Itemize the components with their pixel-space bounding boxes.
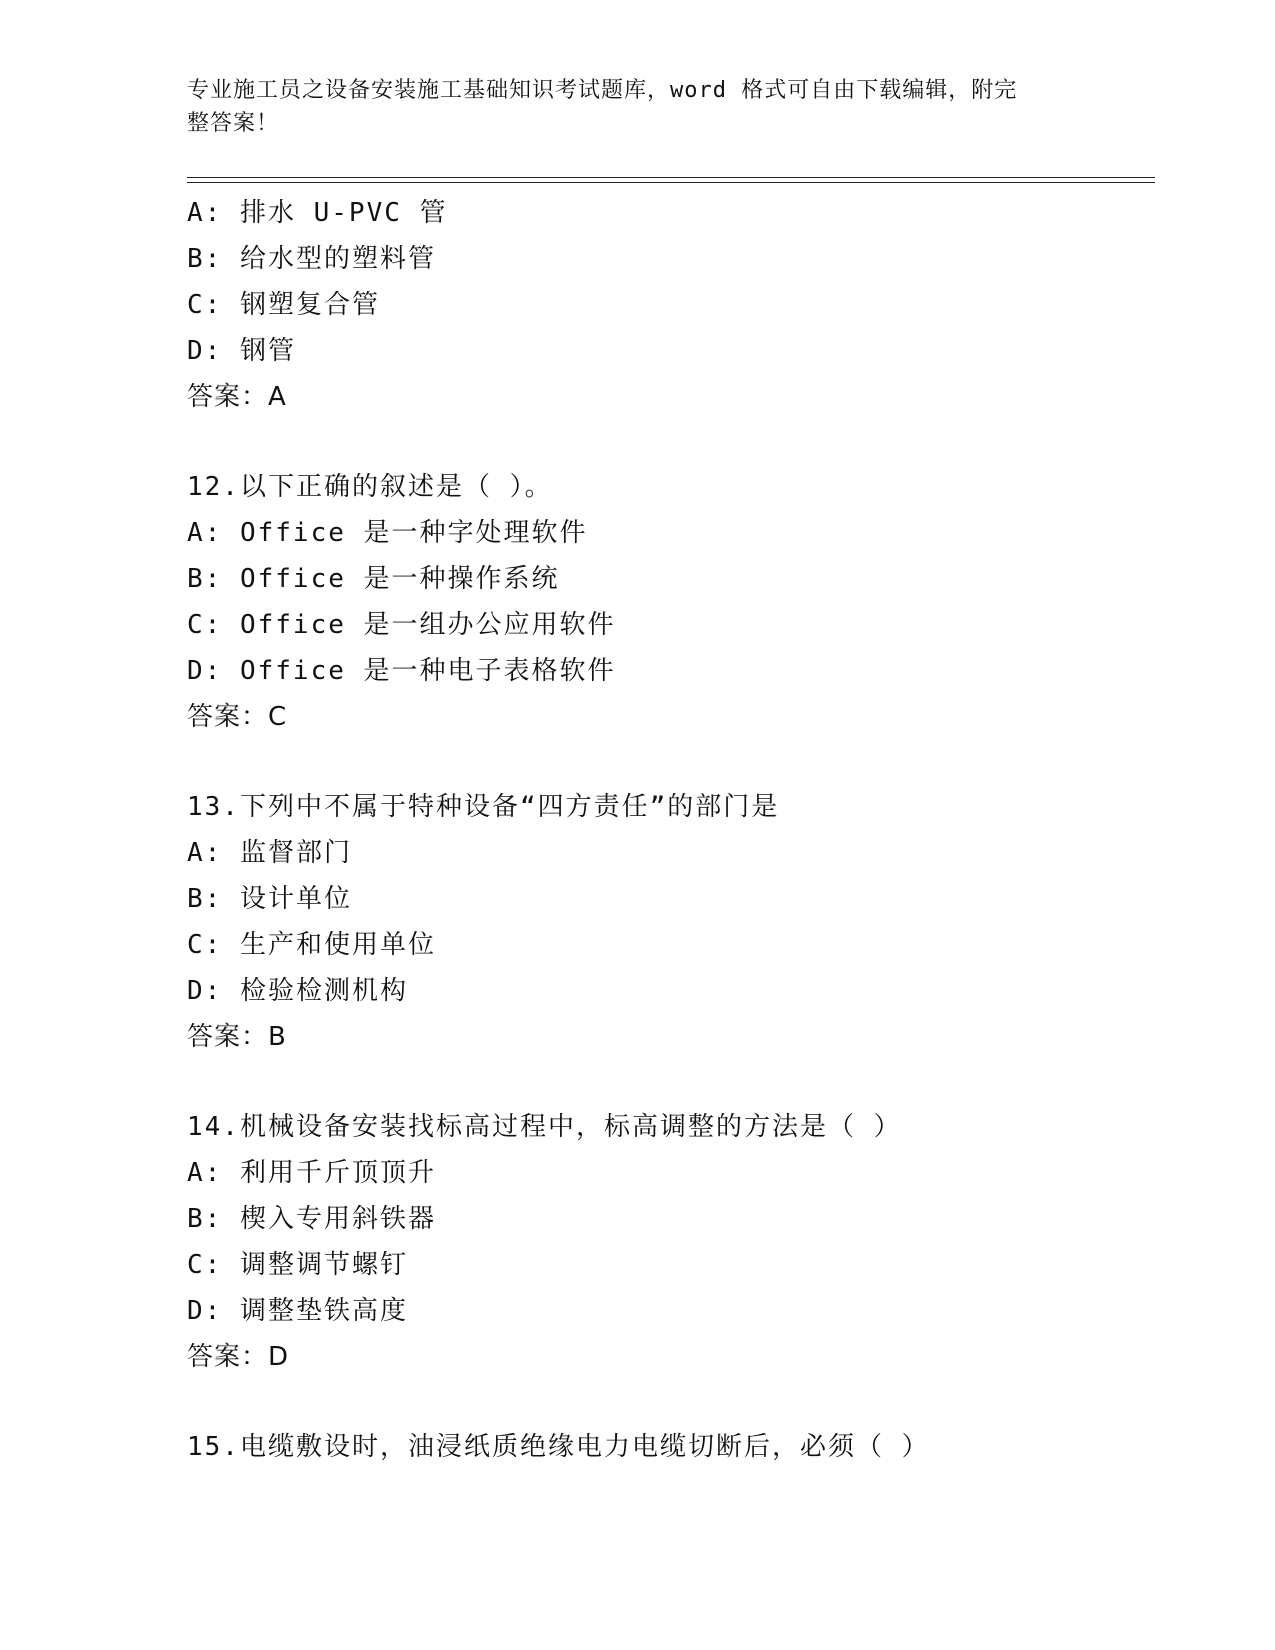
question-14 [187,1104,1167,1380]
option-d: D: 调整垫铁高度 [187,1296,408,1326]
question-stem: 12.以下正确的叙述是（ ）。 [187,472,553,502]
question-stem: 13.下列中不属于特种设备“四方责任”的部门是 [187,792,780,822]
option-d: D: 检验检测机构 [187,976,408,1006]
option-b: B: 设计单位 [187,884,352,914]
document-header [187,74,1067,140]
option-b: B: 楔入专用斜铁器 [187,1204,436,1234]
question-15 [187,1424,1167,1470]
answer-line: 答案：B [187,1022,287,1052]
option-d: D: Office 是一种电子表格软件 [187,656,616,686]
option-b: B: 给水型的塑料管 [187,244,436,274]
option-d: D: 钢管 [187,336,296,366]
answer-line: 答案：C [187,702,288,732]
spacer [187,420,1167,464]
intro-line-2: 整答案！ [187,111,280,136]
option-b: B: Office 是一种操作系统 [187,564,560,594]
question-stem: 14.机械设备安装找标高过程中，标高调整的方法是（ ） [187,1112,902,1142]
question-stem: 15.电缆敷设时，油浸纸质绝缘电力电缆切断后，必须（ ） [187,1432,930,1462]
header-divider-bottom [187,182,1155,183]
option-c: C: Office 是一组办公应用软件 [187,610,616,640]
option-c: C: 调整调节螺钉 [187,1250,408,1280]
answer-line: 答案：D [187,1342,290,1372]
option-a: A: 排水 U-PVC 管 [187,198,448,228]
question-list [187,190,1167,1470]
spacer [187,740,1167,784]
intro-line-1: 专业施工员之设备安装施工基础知识考试题库，word 格式可自由下载编辑，附完 [187,78,1018,103]
option-c: C: 钢塑复合管 [187,290,380,320]
spacer [187,1380,1167,1424]
option-c: C: 生产和使用单位 [187,930,436,960]
question-11-continued [187,190,1167,420]
question-12 [187,464,1167,740]
option-a: A: 监督部门 [187,838,352,868]
spacer [187,1060,1167,1104]
option-a: A: 利用千斤顶顶升 [187,1158,436,1188]
answer-line: 答案：A [187,382,287,412]
question-13 [187,784,1167,1060]
header-divider-top [187,177,1155,178]
option-a: A: Office 是一种字处理软件 [187,518,588,548]
